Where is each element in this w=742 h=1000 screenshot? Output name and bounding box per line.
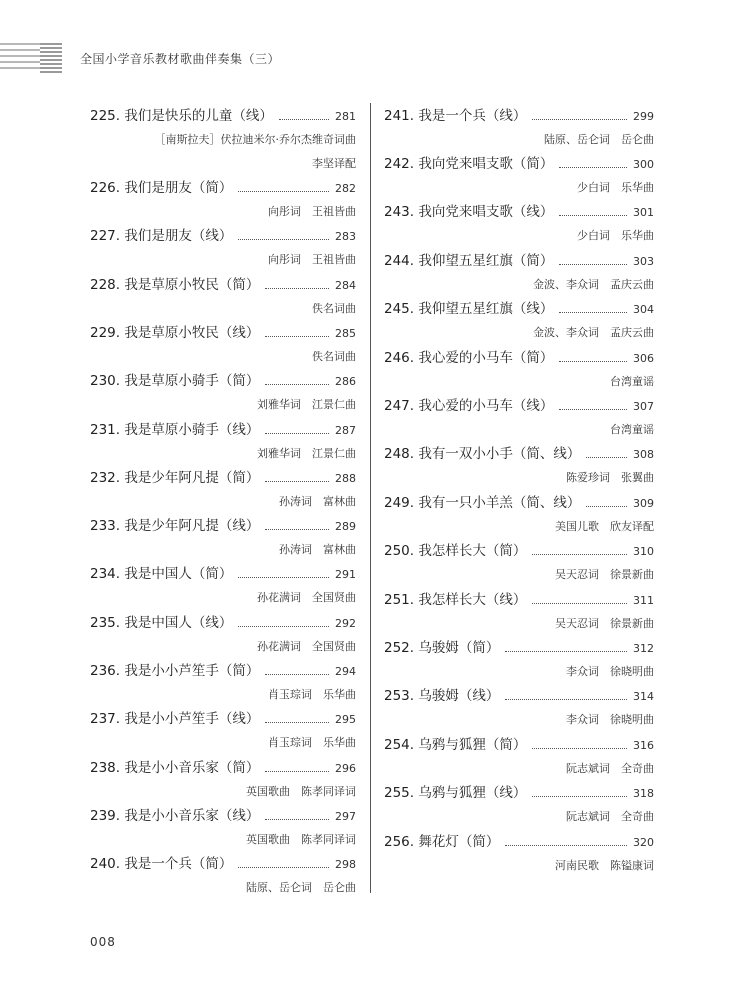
toc-entry-page: 303 (633, 254, 654, 268)
toc-entry-page: 285 (335, 326, 356, 340)
toc-entry[interactable] (384, 491, 654, 539)
page-number: 008 (90, 935, 116, 949)
leader-dots (532, 603, 627, 604)
leader-dots (265, 674, 329, 675)
toc-entry-page: 320 (633, 835, 654, 849)
toc-entry-credit: 阮志斌词 全奇曲 (566, 810, 654, 824)
toc-entry-page: 281 (335, 110, 356, 123)
toc-entry-page: 316 (633, 738, 654, 752)
toc-entry-title: 241. 我是一个兵（线） (384, 108, 527, 124)
toc-entry-page: 301 (633, 206, 654, 220)
toc-entry-credit: 孙涛词 富林曲 (279, 543, 356, 557)
toc-entry-page: 287 (335, 423, 356, 437)
toc-entry-title-line (90, 224, 356, 244)
toc-entry-title: 236. 我是小小芦笙手（简） (90, 663, 260, 679)
leader-dots (238, 867, 329, 868)
toc-entry-title: 234. 我是中国人（简） (90, 566, 233, 583)
toc-entry-credit: 金波、李众词 孟庆云曲 (533, 326, 654, 340)
toc-entry-title: 246. 我心爱的小马车（简） (384, 349, 554, 366)
toc-entry-title-line (384, 588, 654, 608)
toc-entry[interactable] (90, 224, 356, 272)
toc-entry-page: 292 (335, 616, 356, 630)
toc-entry-title: 226. 我们是朋友（简） (90, 180, 233, 196)
toc-entry-credit: 陆原、岳仑词 岳仑曲 (246, 881, 356, 895)
toc-entry[interactable] (90, 321, 356, 369)
toc-entry-title-line (90, 104, 356, 124)
toc-entry[interactable] (384, 297, 654, 345)
leader-dots (265, 384, 329, 385)
toc-entry-title-line (384, 152, 654, 172)
leader-dots (532, 748, 627, 749)
toc-entry-credit: 孙涛词 富林曲 (279, 494, 356, 508)
toc-entry[interactable] (90, 852, 356, 900)
toc-entry-title-line (90, 273, 356, 293)
toc-entry[interactable] (90, 659, 356, 707)
toc-entry-credit: 陆原、岳仑词 岳仑曲 (544, 133, 654, 146)
toc-entry-page: 306 (633, 351, 654, 365)
toc-entry-credit: 少白词 乐华曲 (577, 229, 654, 243)
toc-entry-title: 248. 我有一双小小手（简、线） (384, 446, 581, 463)
leader-dots (265, 288, 329, 289)
toc-entry-page: 300 (633, 158, 654, 171)
book-title: 全国小学音乐教材歌曲伴奏集（三） (80, 52, 281, 66)
toc-entry-title: 243. 我向党来唱支歌（线） (384, 204, 554, 221)
toc-entry-title-line (90, 369, 356, 389)
toc-entry-title-line (90, 418, 356, 438)
toc-entry-page: 304 (633, 303, 654, 317)
toc-entry-credit: 英国歌曲 陈孝同译词 (246, 784, 356, 798)
toc-entry-title: 228. 我是草原小牧民（简） (90, 276, 260, 293)
toc-entry-credit: 肖玉琮词 乐华曲 (268, 688, 356, 701)
toc-entry[interactable] (384, 781, 654, 829)
leader-dots (265, 433, 329, 434)
leader-dots (238, 577, 329, 578)
toc-entry-title-line (384, 733, 654, 753)
toc-entry-credit: 台湾童谣 (610, 423, 654, 436)
toc-entry-credit: 向彤词 王祖皆曲 (268, 253, 356, 267)
toc-entry[interactable] (90, 804, 356, 852)
toc-entry-title-line (90, 321, 356, 341)
toc-entry-page: 318 (633, 787, 654, 801)
leader-dots (532, 796, 627, 797)
leader-dots (505, 651, 627, 652)
toc-entry-credit: 刘雅华词 江景仁曲 (257, 398, 356, 412)
toc-entry-title-line (90, 466, 356, 486)
column-divider (370, 103, 371, 893)
toc-entry-title-line (90, 176, 356, 196)
toc-entry-page: 298 (335, 858, 356, 872)
toc-entry-title: 240. 我是一个兵（简） (90, 856, 233, 873)
toc-entry-title: 249. 我有一只小羊羔（简、线） (384, 494, 581, 511)
toc-entry[interactable] (384, 588, 654, 636)
toc-entry[interactable] (90, 514, 356, 562)
toc-entry-page: 297 (335, 809, 356, 823)
toc-entry-page: 282 (335, 182, 356, 195)
toc-entry-title-line (384, 684, 654, 704)
toc-entry-title: 235. 我是中国人（线） (90, 614, 233, 631)
toc-entry-page: 284 (335, 278, 356, 292)
toc-entry-title: 239. 我是小小音乐家（线） (90, 807, 260, 824)
toc-entry-page: 283 (335, 230, 356, 244)
toc-entry-title: 238. 我是小小音乐家（简） (90, 759, 260, 776)
toc-entry-credit: 美国儿歌 欣友译配 (555, 519, 654, 533)
toc-entry-page: 296 (335, 761, 356, 775)
toc-entry-credit: 河南民歌 陈镒康词 (555, 858, 654, 872)
toc-entry-credit: 台湾童谣 (610, 374, 654, 388)
toc-entry[interactable] (384, 539, 654, 587)
leader-dots (586, 506, 627, 507)
toc-entry-credit: 向彤词 王祖皆曲 (268, 205, 356, 218)
toc-entry-credit: 李坚译配 (312, 157, 356, 170)
leader-dots (265, 722, 329, 723)
toc-entry-page: 295 (335, 713, 356, 727)
toc-entry-credit: 佚名词曲 (312, 301, 356, 315)
leader-dots (238, 239, 329, 240)
toc-entry-title: 255. 乌鸦与狐狸（线） (384, 785, 527, 802)
toc-entry-title: 253. 乌骏姆（线） (384, 688, 500, 705)
toc-entry[interactable] (384, 684, 654, 732)
toc-entry-credit: 李众词 徐晓明曲 (566, 665, 654, 678)
toc-entry-title: 251. 我怎样长大（线） (384, 591, 527, 608)
toc-entry[interactable] (384, 733, 654, 781)
toc-entry[interactable] (90, 369, 356, 417)
toc-entry-page: 308 (633, 448, 654, 462)
toc-entry-credit: 吴天忍词 徐景新曲 (555, 568, 654, 582)
leader-dots (279, 119, 329, 120)
leader-dots (559, 361, 627, 362)
toc-entry[interactable] (90, 707, 356, 755)
toc-entry-page: 299 (633, 110, 654, 123)
toc-entry-title: 233. 我是少年阿凡提（线） (90, 518, 260, 535)
toc-entry-page: 307 (633, 400, 654, 413)
toc-entry[interactable] (90, 418, 356, 466)
toc-entry-title-line (384, 442, 654, 462)
toc-entry[interactable] (384, 636, 654, 684)
toc-entry-title-line (384, 539, 654, 559)
toc-entry-title: 231. 我是草原小骑手（线） (90, 421, 260, 438)
toc-entry-page: 286 (335, 375, 356, 389)
toc-entry-title-line (90, 756, 356, 776)
leader-dots (532, 119, 627, 120)
toc-entry[interactable] (90, 611, 356, 659)
toc-entry[interactable] (90, 562, 356, 610)
toc-entry-title-line (384, 297, 654, 317)
toc-entry-title-line (90, 562, 356, 582)
toc-entry-page: 288 (335, 471, 356, 485)
toc-entry[interactable] (384, 200, 654, 248)
leader-dots (265, 819, 329, 820)
toc-entry-credit: 英国歌曲 陈孝同译词 (246, 832, 356, 846)
toc-entry-title: 225. 我们是快乐的儿童（线） (90, 108, 273, 124)
leader-dots (238, 191, 329, 192)
toc-entry-title: 230. 我是草原小骑手（简） (90, 373, 260, 390)
toc-entry-page: 289 (335, 520, 356, 534)
toc-entry-credit: 阮志斌词 全奇曲 (566, 761, 654, 775)
leader-dots (559, 215, 627, 216)
toc-entry-title: 247. 我心爱的小马车（线） (384, 398, 554, 414)
toc-entry[interactable] (90, 466, 356, 514)
toc-entry-credit: 孙花满词 全国贤曲 (257, 591, 356, 605)
toc-entry-title-line (90, 659, 356, 679)
toc-entry-title: 256. 舞花灯（简） (384, 833, 500, 850)
header-stripes (0, 43, 62, 73)
toc-entry[interactable] (90, 104, 356, 176)
leader-dots (505, 699, 627, 700)
toc-entry-title: 252. 乌骏姆（简） (384, 640, 500, 656)
toc-entry-title-line (384, 491, 654, 511)
leader-dots (265, 481, 329, 482)
toc-entry-title-line (384, 781, 654, 801)
toc-entry[interactable] (384, 394, 654, 442)
leader-dots (265, 771, 329, 772)
toc-entry-title-line (90, 852, 356, 872)
leader-dots (559, 264, 627, 265)
toc-entry-page: 309 (633, 496, 654, 510)
toc-entry[interactable] (90, 273, 356, 321)
toc-entry-title-line (384, 249, 654, 269)
leader-dots (265, 336, 329, 337)
toc-entry-title-line (90, 514, 356, 534)
leader-dots (532, 554, 627, 555)
toc-entry-title-line (90, 707, 356, 727)
toc-entry-credit: 少白词 乐华曲 (577, 181, 654, 194)
toc-entry[interactable] (384, 830, 654, 878)
toc-entry-title-line (384, 346, 654, 366)
toc-entry-credit: 金波、李众词 孟庆云曲 (533, 277, 654, 291)
toc-entry[interactable] (384, 152, 654, 200)
toc-entry-page: 314 (633, 690, 654, 704)
toc-entry[interactable] (384, 104, 654, 152)
toc-entry-page: 294 (335, 665, 356, 678)
toc-entry-title: 245. 我仰望五星红旗（线） (384, 301, 554, 318)
toc-entry-credit: 陈爱珍词 张翼曲 (566, 471, 654, 485)
toc-entry[interactable] (384, 249, 654, 297)
toc-entry-title-line (90, 804, 356, 824)
toc-entry[interactable] (384, 442, 654, 490)
toc-entry-page: 291 (335, 568, 356, 582)
toc-entry-title: 242. 我向党来唱支歌（简） (384, 156, 554, 172)
toc-entry[interactable] (90, 176, 356, 224)
toc-entry-title: 229. 我是草原小牧民（线） (90, 324, 260, 341)
toc-entry-credit: 刘雅华词 江景仁曲 (257, 446, 356, 460)
toc-entry-title: 250. 我怎样长大（简） (384, 543, 527, 560)
toc-entry-page: 312 (633, 642, 654, 655)
toc-entry-title: 232. 我是少年阿凡提（简） (90, 469, 260, 486)
toc-entry[interactable] (384, 346, 654, 394)
toc-entry-title: 237. 我是小小芦笙手（线） (90, 711, 260, 728)
leader-dots (559, 312, 627, 313)
toc-entry-title-line (384, 200, 654, 220)
toc-entry-title-line (90, 611, 356, 631)
toc-entry-title: 254. 乌鸦与狐狸（简） (384, 736, 527, 753)
toc-entry-credit: 吴天忍词 徐景新曲 (555, 616, 654, 630)
toc-entry[interactable] (90, 756, 356, 804)
leader-dots (265, 529, 329, 530)
leader-dots (238, 626, 329, 627)
toc-entry-title-line (384, 830, 654, 850)
toc-entry-credit: 肖玉琮词 乐华曲 (268, 736, 356, 750)
toc-entry-credit: ［南斯拉夫］伏拉迪米尔·乔尔杰维奇词曲 (154, 133, 356, 146)
toc-entry-title: 244. 我仰望五星红旗（简） (384, 252, 554, 269)
toc-entry-credit: 李众词 徐晓明曲 (566, 713, 654, 727)
toc-entry-title-line (384, 394, 654, 414)
leader-dots (586, 457, 627, 458)
leader-dots (559, 167, 627, 168)
toc-entry-title-line (384, 104, 654, 124)
toc-entry-title: 227. 我们是朋友（线） (90, 228, 233, 245)
toc-entry-page: 311 (633, 593, 654, 607)
toc-entry-page: 310 (633, 545, 654, 559)
leader-dots (559, 409, 627, 410)
toc-entry-credit: 孙花满词 全国贤曲 (257, 639, 356, 653)
toc-entry-credit: 佚名词曲 (312, 349, 356, 363)
toc-entry-title-line (384, 636, 654, 656)
leader-dots (505, 845, 627, 846)
